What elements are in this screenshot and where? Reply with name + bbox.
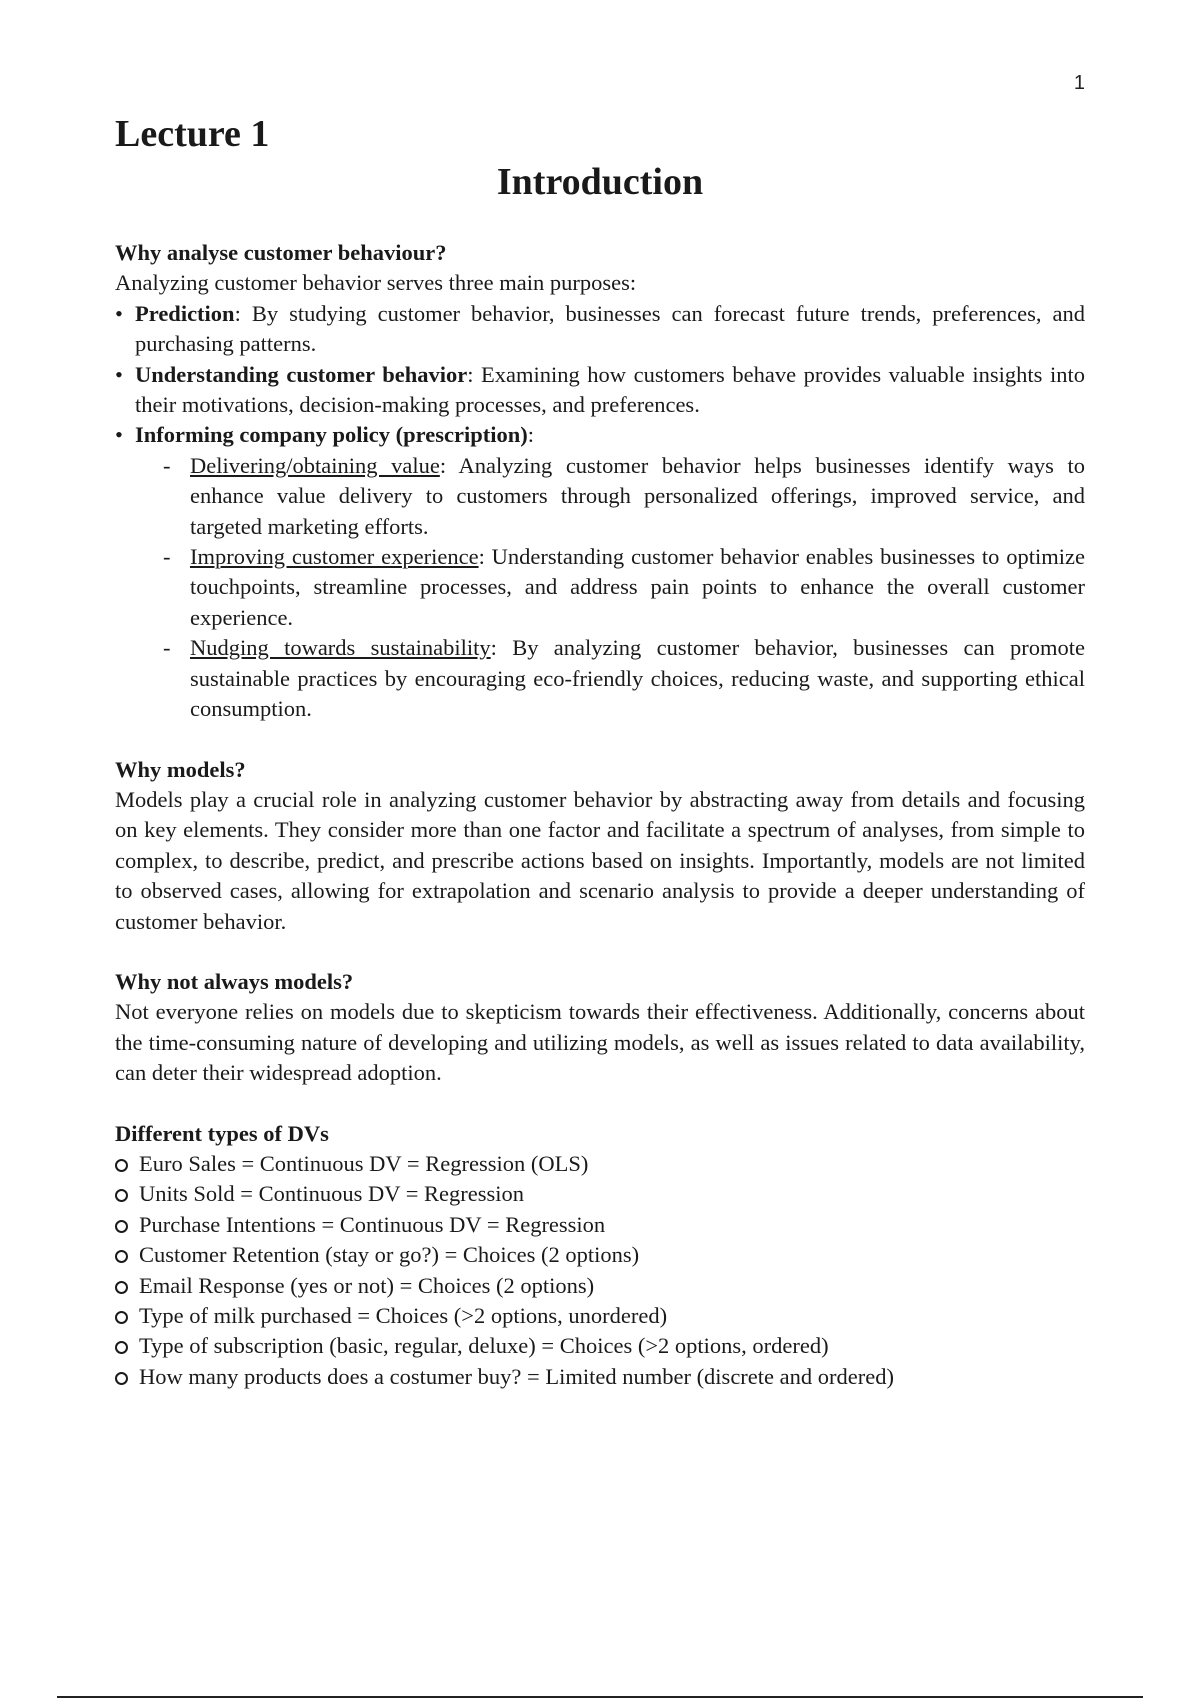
circle-bullet-icon	[115, 1311, 128, 1324]
section-why-analyse	[115, 238, 1085, 725]
circle-bullet-icon	[115, 1159, 128, 1172]
item-text: :	[527, 422, 534, 448]
sub-item-delivering-value	[163, 451, 1085, 542]
list-item	[115, 1179, 1085, 1209]
list-item-understanding	[115, 360, 1085, 421]
item-text: Purchase Intentions = Continuous DV = Regression	[139, 1211, 606, 1237]
section-intro: Analyzing customer behavior serves three main purposes:	[115, 270, 637, 296]
circle-bullet-icon	[115, 1189, 128, 1202]
sub-item-term: Improving customer experience	[190, 544, 479, 570]
footer-divider	[57, 1696, 1143, 1698]
list-item-prediction	[115, 299, 1085, 360]
dash-icon: -	[163, 635, 171, 661]
sub-item-term: Nudging towards sustainability	[190, 635, 491, 661]
item-text: : By studying customer behavior, businesses can forecast future trends, preferences, and purchasing patterns.	[135, 300, 1085, 357]
dv-types-list	[115, 1149, 1085, 1392]
item-term: Prediction	[135, 300, 235, 326]
document-body	[115, 238, 1085, 1422]
item-text: Customer Retention (stay or go?) = Choices (2 options)	[139, 1242, 640, 1268]
list-item	[115, 1362, 1085, 1392]
sub-item-text: : Understanding customer behavior enables businesses to optimize touchpoints, streamline processes, and address pain points to enhance the overall customer experience.	[190, 544, 1085, 630]
list-item	[115, 1210, 1085, 1240]
list-item	[115, 1271, 1085, 1301]
list-item-informing-policy	[115, 420, 1085, 724]
circle-bullet-icon	[115, 1250, 128, 1263]
purposes-list	[115, 299, 1085, 725]
list-item	[115, 1149, 1085, 1179]
bullet-icon: •	[115, 361, 123, 387]
section-heading: Different types of DVs	[115, 1120, 329, 1146]
section-paragraph: Not everyone relies on models due to skepticism towards their effectiveness. Additionally, concerns about the time-consuming nature of developing and utilizing models, as well as issues related to data availability, can deter their widespread adoption.	[115, 999, 1085, 1086]
section-heading: Why analyse customer behaviour?	[115, 240, 447, 265]
sub-item-sustainability	[163, 633, 1086, 724]
list-item	[115, 1240, 1085, 1270]
page-number: 1	[1073, 72, 1085, 94]
policy-sub-list	[135, 451, 1085, 725]
sub-item-customer-experience	[163, 542, 1085, 633]
item-term: Understanding customer behavior	[135, 361, 468, 387]
section-heading: Why not always models?	[115, 968, 354, 994]
sub-item-term: Delivering/obtaining value	[190, 452, 440, 478]
sub-item-text: : Analyzing customer behavior helps businesses identify ways to enhance value delivery to customers through personalized offerings, improved service, and targeted marketing efforts.	[190, 452, 1085, 539]
section-paragraph: Models play a crucial role in analyzing customer behavior by abstracting away from details and focusing on key elements. They consider more than one factor and facilitate a spectrum of analyses, from simple to complex, to describe, predict, and prescribe actions based on insights. Importantly, models are not limited to observed cases, allowing for extrapolation and scenario analysis to provide a deeper understanding of customer behavior.	[115, 786, 1085, 934]
item-term: Informing company policy (prescription)	[135, 422, 528, 448]
sub-item-text: : By analyzing customer behavior, businesses can promote sustainable practices by encouraging eco-friendly choices, reducing waste, and supporting ethical consumption.	[190, 635, 1086, 722]
item-text: Euro Sales = Continuous DV = Regression (OLS)	[139, 1150, 589, 1176]
bullet-icon: •	[115, 300, 123, 326]
circle-bullet-icon	[115, 1281, 128, 1294]
section-why-not-models	[115, 967, 1085, 1089]
item-text: Units Sold = Continuous DV = Regression	[139, 1181, 524, 1207]
circle-bullet-icon	[115, 1220, 128, 1233]
dash-icon: -	[163, 452, 171, 478]
section-why-models	[115, 755, 1085, 937]
page-title: Introduction	[496, 161, 704, 203]
list-item	[115, 1301, 1085, 1331]
item-text: Email Response (yes or not) = Choices (2 options)	[139, 1272, 595, 1298]
bullet-icon: •	[115, 422, 123, 448]
list-item	[115, 1331, 1085, 1361]
circle-bullet-icon	[115, 1372, 128, 1385]
item-text: Type of subscription (basic, regular, deluxe) = Choices (>2 options, ordered)	[139, 1333, 829, 1359]
item-text: How many products does a costumer buy? = Limited number (discrete and ordered)	[139, 1363, 894, 1389]
section-heading: Why models?	[115, 756, 246, 782]
dash-icon: -	[163, 544, 171, 570]
circle-bullet-icon	[115, 1341, 128, 1354]
item-text: Type of milk purchased = Choices (>2 options, unordered)	[139, 1303, 668, 1328]
section-dv-types	[115, 1119, 1085, 1393]
lecture-title: Lecture 1	[115, 113, 270, 155]
item-text: : Examining how customers behave provides valuable insights into their motivations, decision-making processes, and preferences.	[135, 361, 1085, 418]
